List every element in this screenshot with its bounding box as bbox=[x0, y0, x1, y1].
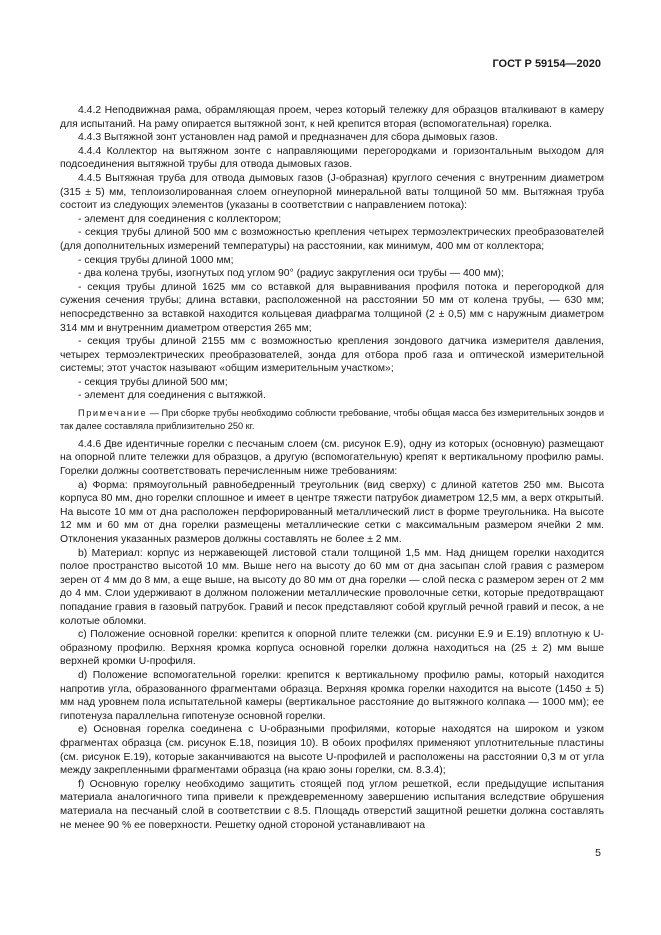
list-item-e: e) Основная горелка соединена с U-образными профилями, которые находятся на широком и узком фрагментах образца (см. рисунок Е.18, позиция 10). В обоих профилях применяют уплотнительные пластины (см. рисунок Е.19), которые заканчиваются на высоте U-профилей и расположены на расстоянии 0,3 м от угла между закрепленными фрагментами образца (на краю зоны горелки, см. 8.3.4); bbox=[60, 724, 604, 777]
list-item: - два колена трубы, изогнутых под углом 90° (радиус закругления оси трубы — 400 мм); bbox=[78, 268, 504, 280]
paragraph-4-4-6: 4.4.6 Две идентичные горелки с песчаным слоем (см. рисунок Е.9), одну из которых (основную) размещают на опорной плите тележки для образцов, а другую (вспомогательную) крепят к вертикальному профилю рамы. Горелки должны соответствовать перечисленным ниже требованиям: bbox=[60, 438, 604, 478]
paragraph-4-4-3: 4.4.3 Вытяжной зонт установлен над рамой и предназначен для сбора дымовых газов. bbox=[78, 132, 498, 144]
page-number: 5 bbox=[595, 847, 601, 859]
paragraph-4-4-2: 4.4.2 Неподвижная рама, обрамляющая проем, через который тележку для образцов вталкивают в камеру для испытаний. На раму опирается вытяжной зонт, к ней крепится вторая (вспомогательная) горелка. bbox=[60, 105, 604, 130]
list-item-d: d) Положение вспомогательной горелки: крепится к вертикальному профилю рамы, который находится напротив угла, образованного фрагментами образца. Верхняя кромка горелки находится на высоте (1450 ± 5) мм над уровнем пола испытательной камеры (вертикальное расстояние до вытяжного колпака — 1000 мм); ее гипотенуза параллельна гипотенузе основной горелки. bbox=[60, 669, 604, 722]
standard-designation: ГОСТ Р 59154—2020 bbox=[492, 58, 601, 70]
list-item: - секция трубы длиной 1000 мм; bbox=[78, 254, 234, 266]
list-item: - секция трубы длиной 2155 мм с возможностью крепления зондового датчика измерителя давления, четырех термоэлектрических преобразователей, зонда для отбора проб газа и оптической измерительной системы; этот участок называют «общим измерительным участком»; bbox=[60, 336, 604, 375]
document-body bbox=[60, 104, 604, 832]
list-item: - элемент для соединения с вытяжкой. bbox=[78, 390, 266, 402]
paragraph-4-4-5: 4.4.5 Вытяжная труба для отвода дымовых газов (J-образная) круглого сечения с внутренним диаметром (315 ± 5) мм, теплоизолированная слоем огнеупорной минеральной ваты толщиной 50 мм. Вытяжная труба состоит из следующих элементов (указаны в соответствии с направлением потока): bbox=[60, 172, 604, 212]
list-item-f: f) Основную горелку необходимо защитить стоящей под углом решеткой, если предыдущие испытания материала аналогичного типа привели к преждевременному завершению испытания вследствие обрушения материала на песчаный слой в соответствии с 8.5. Площадь отверстий защитной решетки должна составлять не менее 90 % ее поверхности. Решетку одной стороной устанавливают на bbox=[60, 778, 604, 831]
list-item-a: а) Форма: прямоугольный равнобедренный треугольник (вид сверху) с длиной катетов 250 мм. Высота корпуса 80 мм, дно горелки сплошное и имеет в центре тяжести патрубок диаметром 12,5 мм, а верх открытый. На высоте 10 мм от дна расположен перфорированный металлический лист в форме треугольника. На высоте 12 мм и 60 мм от дна горелки размещены металлические сетки с максимальным размером ячейки 2 мм. Отклонения указанных размеров должны составлять не более ± 2 мм. bbox=[60, 479, 604, 546]
list-item-c: c) Положение основной горелки: крепится к опорной плите тележки (см. рисунки Е.9 и Е.19) вплотную к U-образному профилю. Верхняя кромка корпуса основной горелки должна находиться на (25 ± 2) мм выше верхней кромки U-профиля. bbox=[60, 629, 604, 668]
note bbox=[60, 407, 604, 434]
list-item: - элемент для соединения с коллектором; bbox=[78, 213, 282, 225]
list-item: - секция трубы длиной 500 мм; bbox=[78, 376, 228, 388]
note-label: Примечание bbox=[78, 408, 148, 419]
list-item: - секция трубы длиной 1625 мм со вставкой для выравнивания профиля потока и перегородкой для сужения сечения трубы; длина вставки, расположенной на расстоянии 50 мм от колена трубы, — 630 мм; непосредственно за вставкой находится кольцевая диафрагма толщиной (2 ± 0,5) мм с наружным диаметром 314 мм и внутренним диаметром отверстия 265 мм; bbox=[60, 281, 604, 334]
list-item: - секция трубы длиной 500 мм с возможностью крепления четырех термоэлектрических преобразователей (для дополнительных измерений температуры) на расстоянии, как минимум, 400 мм от коллектора; bbox=[60, 227, 604, 252]
paragraph-4-4-4: 4.4.4 Коллектор на вытяжном зонте с направляющими перегородками и горизонтальным выходом для подсоединения вытяжной трубы для отвода дымовых газов. bbox=[60, 145, 604, 171]
note-text: — При сборке трубы необходимо соблюсти требование, чтобы общая масса без измерительных зондов и так далее составляла приблизительно 250 кг. bbox=[60, 408, 604, 432]
list-item-b: b) Материал: корпус из нержавеющей листовой стали толщиной 1,5 мм. Над днищем горелки находится полое пространство высотой 10 мм. Выше него на высоту до 60 мм от дна засыпан слой гравия с размером зерен от 4 мм до 8 мм, а еще выше, на высоту до 80 мм от дна горелки — слой песка с размером зерен от 2 мм до 4 мм. Слои удерживают в должном положении металлические проволочные сетки, которые предотвращают попадание гравия в газовый патрубок. Гравий и песок представляют собой круглый речной гравий и песок, а не колотые обломки. bbox=[60, 547, 604, 627]
